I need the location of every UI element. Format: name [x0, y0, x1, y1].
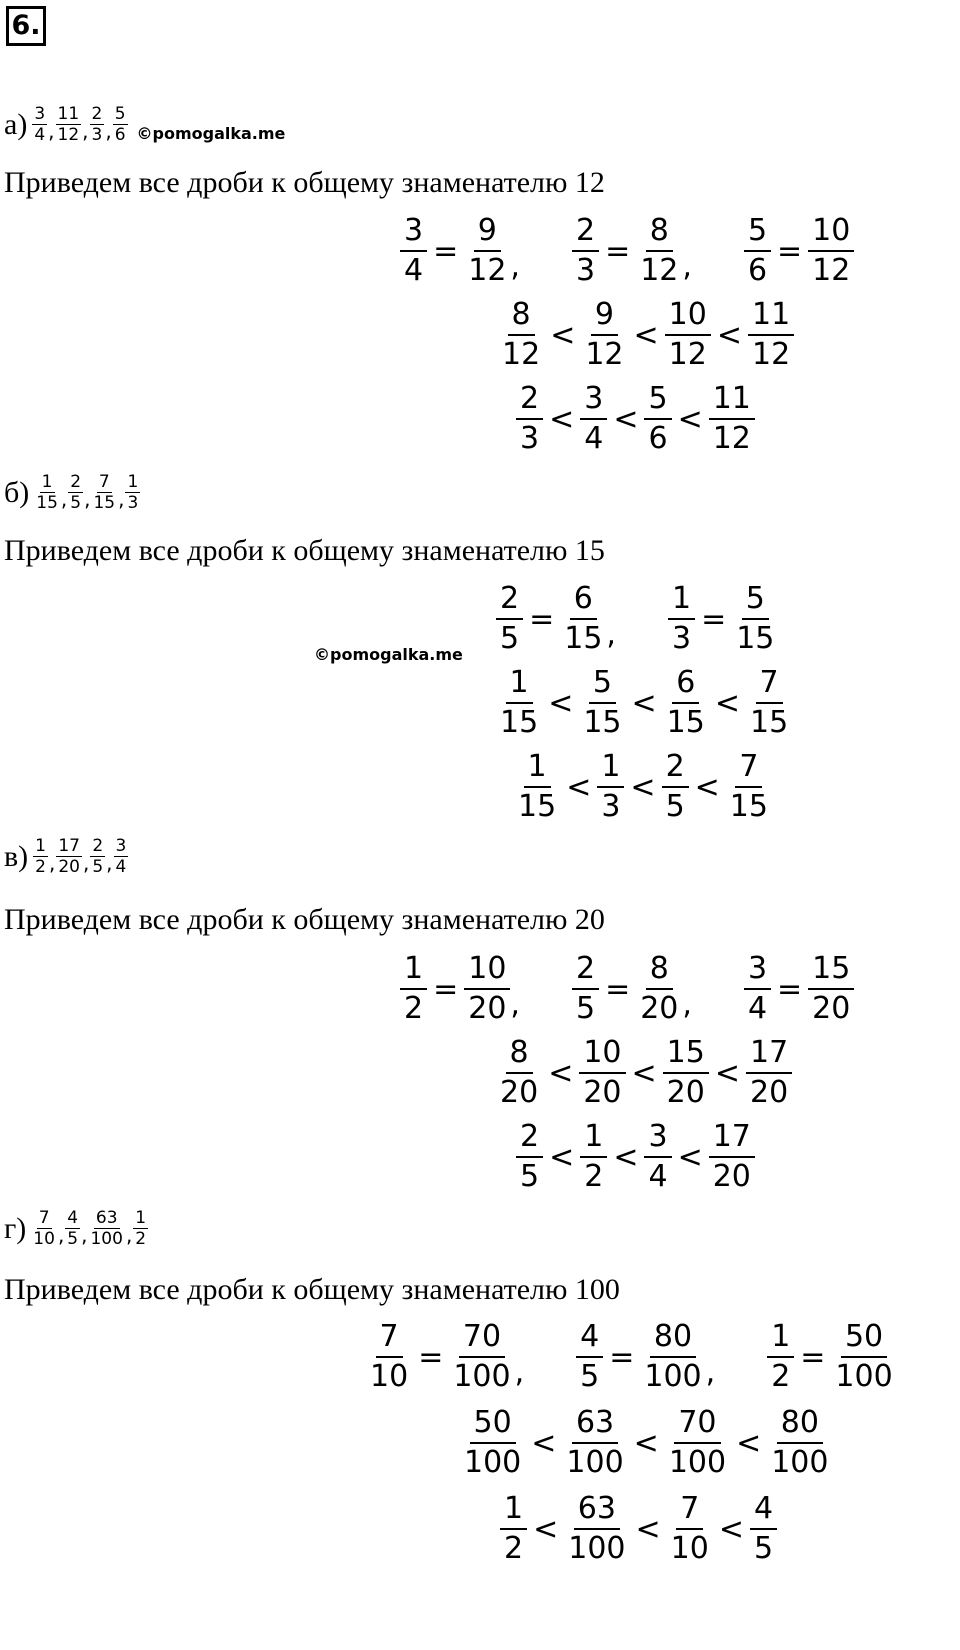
- denominator: 12: [502, 337, 541, 372]
- numerator: 10: [808, 212, 854, 252]
- denominator: 100: [668, 1445, 727, 1480]
- fraction: [636, 950, 682, 1028]
- numerator: 63: [574, 1490, 620, 1530]
- fraction: [644, 1118, 671, 1196]
- part-d-header: [4, 1208, 149, 1249]
- part-a-compare-common: [498, 296, 794, 374]
- fraction: [597, 748, 624, 826]
- comma: ,: [48, 851, 56, 875]
- denominator: 3: [91, 125, 103, 145]
- less-than-sign: <: [694, 769, 720, 805]
- comma: ,: [606, 617, 616, 652]
- fraction: [750, 1490, 777, 1568]
- denominator: 100: [566, 1445, 624, 1480]
- denominator: 3: [671, 621, 692, 656]
- fraction: [572, 950, 599, 1028]
- less-than-sign: <: [631, 685, 657, 721]
- fraction: [767, 1404, 832, 1482]
- numerator: 3: [34, 104, 46, 124]
- numerator: 7: [735, 748, 762, 788]
- part-c-letter: в): [4, 839, 29, 873]
- less-than-sign: <: [677, 1139, 703, 1175]
- denominator: 15: [564, 621, 603, 656]
- denominator: 12: [585, 337, 624, 372]
- numerator: 50: [470, 1404, 516, 1444]
- fraction: [496, 664, 542, 742]
- numerator: 5: [742, 580, 769, 620]
- fraction: [667, 1490, 713, 1568]
- numerator: 6: [672, 664, 699, 704]
- numerator: 63: [95, 1208, 118, 1228]
- denominator: 3: [575, 253, 596, 288]
- part-c-compare-original: [516, 1118, 755, 1196]
- denominator: 12: [668, 337, 707, 372]
- denominator: 100: [835, 1359, 893, 1394]
- comma: ,: [57, 1223, 65, 1247]
- denominator: 100: [90, 1229, 123, 1249]
- comma: ,: [48, 119, 55, 143]
- denominator: 20: [749, 1075, 789, 1110]
- fraction: [576, 1318, 603, 1396]
- denominator: 15: [583, 705, 622, 740]
- fraction: [366, 1318, 412, 1396]
- numerator: 1: [35, 836, 46, 856]
- denominator: 100: [464, 1445, 522, 1480]
- fraction: [514, 748, 560, 826]
- fraction: [744, 950, 771, 1028]
- denominator: 20: [468, 991, 507, 1026]
- numerator: 2: [92, 836, 104, 856]
- part-a-given: [31, 104, 128, 145]
- fraction: [767, 1318, 794, 1396]
- part-c-given: [32, 836, 129, 877]
- denominator: 15: [500, 705, 539, 740]
- comma: ,: [60, 487, 68, 511]
- fraction: [125, 472, 140, 513]
- denominator: 6: [747, 253, 768, 288]
- denominator: 4: [648, 1159, 668, 1194]
- fraction: [91, 472, 117, 513]
- numerator: 11: [709, 380, 755, 420]
- fraction: [808, 950, 854, 1028]
- part-a-letter: а): [4, 107, 28, 141]
- denominator: 100: [771, 1445, 829, 1480]
- equals-sign: =: [777, 971, 803, 1007]
- denominator: 5: [580, 1359, 600, 1394]
- fraction: [644, 380, 671, 458]
- comma: ,: [81, 1223, 88, 1247]
- denominator: 6: [114, 125, 126, 145]
- comma: ,: [106, 851, 113, 875]
- fraction: [580, 1118, 607, 1196]
- denominator: 15: [736, 621, 775, 656]
- part-a-compare-original: [516, 380, 755, 458]
- fraction: [500, 1490, 527, 1568]
- numerator: 10: [579, 1034, 625, 1074]
- less-than-sign: <: [716, 317, 742, 353]
- fraction: [746, 1034, 792, 1112]
- part-c-header: [4, 836, 129, 877]
- fraction: [640, 1318, 705, 1396]
- equals-sign: =: [605, 233, 631, 269]
- denominator: 2: [504, 1531, 524, 1566]
- denominator: 4: [115, 857, 127, 877]
- equals-sign: =: [777, 233, 803, 269]
- comma: ,: [682, 987, 692, 1022]
- part-c-intro: Приведем все дроби к общему знаменателю 20: [4, 903, 605, 936]
- denominator: 4: [34, 125, 46, 145]
- comma: ,: [510, 987, 520, 1022]
- denominator: 2: [404, 991, 424, 1026]
- part-b-conversions: [496, 580, 778, 658]
- denominator: 12: [712, 421, 751, 456]
- less-than-sign: <: [531, 1425, 557, 1461]
- denominator: 5: [67, 1229, 79, 1249]
- comma: ,: [125, 1223, 133, 1247]
- denominator: 4: [584, 421, 604, 456]
- watermark: ©pomogalka.me: [314, 645, 463, 664]
- numerator: 17: [58, 836, 80, 856]
- part-b-given: [33, 472, 141, 513]
- fraction: [32, 104, 47, 145]
- fraction: [56, 104, 82, 145]
- denominator: 4: [747, 991, 768, 1026]
- denominator: 20: [583, 1075, 622, 1110]
- less-than-sign: <: [635, 1511, 661, 1547]
- fraction: [56, 836, 82, 877]
- part-b-compare-original: [514, 748, 772, 826]
- fraction: [400, 212, 427, 290]
- numerator: 80: [777, 1404, 823, 1444]
- numerator: 10: [665, 296, 711, 336]
- denominator: 10: [670, 1531, 709, 1566]
- denominator: 12: [751, 337, 791, 372]
- denominator: 3: [601, 789, 621, 824]
- problem-number: 6.: [6, 6, 46, 46]
- fraction: [579, 664, 625, 742]
- part-d-intro: Приведем все дроби к общему знаменателю 100: [4, 1273, 620, 1306]
- fraction: [581, 296, 627, 374]
- denominator: 20: [58, 857, 80, 877]
- fraction: [90, 104, 105, 145]
- part-d-compare-original: [500, 1490, 777, 1568]
- numerator: 8: [506, 1034, 533, 1074]
- part-b-compare-common: [496, 664, 792, 742]
- less-than-sign: <: [548, 685, 574, 721]
- numerator: 6: [570, 580, 597, 620]
- part-b-header: [4, 472, 141, 513]
- part-d-compare-common: [460, 1404, 832, 1482]
- comma: ,: [514, 1355, 525, 1390]
- denominator: 2: [771, 1359, 791, 1394]
- fraction: [400, 950, 427, 1028]
- less-than-sign: <: [549, 401, 575, 437]
- fraction: [665, 296, 711, 374]
- numerator: 1: [127, 472, 139, 492]
- equals-sign: =: [701, 601, 727, 637]
- watermark: ©pomogalka.me: [136, 124, 286, 143]
- fraction: [572, 212, 599, 290]
- fraction: [709, 380, 755, 458]
- equals-sign: =: [609, 1339, 635, 1375]
- numerator: 10: [464, 950, 510, 990]
- numerator: 2: [91, 104, 103, 124]
- comma: ,: [84, 487, 91, 511]
- numerator: 1: [767, 1318, 794, 1358]
- fraction: [748, 296, 794, 374]
- fraction: [663, 1034, 709, 1112]
- numerator: 4: [576, 1318, 603, 1358]
- numerator: 2: [572, 950, 599, 990]
- fraction: [88, 1208, 124, 1249]
- less-than-sign: <: [633, 1425, 659, 1461]
- fraction: [663, 664, 709, 742]
- numerator: 4: [750, 1490, 777, 1530]
- part-d-conversions: [366, 1318, 897, 1396]
- numerator: 63: [572, 1404, 618, 1444]
- numerator: 1: [400, 950, 427, 990]
- numerator: 1: [41, 472, 53, 492]
- numerator: 3: [644, 1118, 671, 1158]
- denominator: 12: [812, 253, 851, 288]
- fraction: [133, 1208, 148, 1249]
- equals-sign: =: [800, 1339, 826, 1375]
- fraction: [564, 1490, 629, 1568]
- numerator: 2: [662, 748, 689, 788]
- numerator: 50: [841, 1318, 887, 1358]
- part-a-conversions: [400, 212, 854, 290]
- denominator: 3: [520, 421, 540, 456]
- comma: ,: [705, 1355, 716, 1390]
- denominator: 5: [70, 493, 82, 513]
- fraction: [464, 950, 510, 1028]
- fraction: [808, 212, 854, 290]
- numerator: 8: [508, 296, 535, 336]
- fraction: [33, 836, 48, 877]
- numerator: 70: [459, 1318, 505, 1358]
- numerator: 3: [115, 836, 127, 856]
- numerator: 4: [67, 1208, 79, 1228]
- denominator: 10: [370, 1359, 409, 1394]
- denominator: 15: [518, 789, 557, 824]
- less-than-sign: <: [533, 1511, 559, 1547]
- fraction: [668, 580, 695, 658]
- numerator: 1: [500, 1490, 527, 1530]
- denominator: 15: [666, 705, 705, 740]
- fraction: [496, 580, 523, 658]
- fraction: [665, 1404, 730, 1482]
- fraction: [709, 1118, 755, 1196]
- comma: ,: [105, 119, 112, 143]
- numerator: 2: [572, 212, 599, 252]
- part-c-conversions: [400, 950, 854, 1028]
- fraction: [662, 748, 689, 826]
- fraction: [580, 380, 607, 458]
- fraction: [31, 1208, 57, 1249]
- numerator: 17: [709, 1118, 755, 1158]
- numerator: 7: [676, 1490, 703, 1530]
- fraction: [113, 104, 128, 145]
- denominator: 4: [404, 253, 424, 288]
- numerator: 2: [70, 472, 82, 492]
- numerator: 1: [506, 664, 533, 704]
- denominator: 15: [93, 493, 116, 513]
- numerator: 2: [496, 580, 523, 620]
- less-than-sign: <: [714, 1055, 740, 1091]
- denominator: 3: [127, 493, 139, 513]
- numerator: 80: [650, 1318, 696, 1358]
- numerator: 9: [474, 212, 501, 252]
- comma: ,: [682, 249, 692, 284]
- comma: ,: [118, 487, 125, 511]
- less-than-sign: <: [714, 685, 740, 721]
- numerator: 7: [756, 664, 783, 704]
- numerator: 5: [744, 212, 771, 252]
- fraction: [114, 836, 129, 877]
- denominator: 2: [135, 1229, 147, 1249]
- fraction: [464, 212, 510, 290]
- numerator: 7: [98, 472, 110, 492]
- equals-sign: =: [433, 971, 459, 1007]
- denominator: 100: [453, 1359, 511, 1394]
- part-d-given: [30, 1208, 149, 1249]
- numerator: 15: [663, 1034, 709, 1074]
- numerator: 7: [38, 1208, 50, 1228]
- fraction: [516, 1118, 543, 1196]
- denominator: 5: [500, 621, 520, 656]
- part-c-compare-common: [496, 1034, 792, 1112]
- fraction: [34, 472, 60, 513]
- less-than-sign: <: [613, 401, 639, 437]
- fraction: [560, 580, 606, 658]
- fraction: [744, 212, 771, 290]
- fraction: [68, 472, 83, 513]
- part-b-intro: Приведем все дроби к общему знаменателю 15: [4, 534, 605, 567]
- equals-sign: =: [418, 1339, 444, 1375]
- numerator: 11: [748, 296, 794, 336]
- numerator: 70: [674, 1404, 720, 1444]
- numerator: 2: [516, 380, 543, 420]
- part-a-header: [4, 104, 285, 145]
- denominator: 5: [520, 1159, 540, 1194]
- denominator: 2: [584, 1159, 604, 1194]
- numerator: 1: [597, 748, 624, 788]
- numerator: 11: [57, 104, 80, 124]
- numerator: 3: [580, 380, 607, 420]
- denominator: 100: [568, 1531, 626, 1566]
- less-than-sign: <: [548, 1055, 574, 1091]
- fraction: [516, 380, 543, 458]
- part-b-letter: б): [4, 475, 30, 509]
- equals-sign: =: [605, 971, 631, 1007]
- numerator: 8: [646, 212, 673, 252]
- comma: ,: [82, 119, 89, 143]
- denominator: 15: [749, 705, 789, 740]
- numerator: 17: [746, 1034, 792, 1074]
- numerator: 2: [516, 1118, 543, 1158]
- denominator: 12: [57, 125, 80, 145]
- denominator: 5: [575, 991, 596, 1026]
- equals-sign: =: [529, 601, 555, 637]
- fraction: [562, 1404, 627, 1482]
- fraction: [90, 836, 105, 877]
- fraction: [732, 580, 778, 658]
- less-than-sign: <: [677, 401, 703, 437]
- denominator: 20: [812, 991, 851, 1026]
- less-than-sign: <: [631, 1055, 657, 1091]
- less-than-sign: <: [566, 769, 592, 805]
- fraction: [65, 1208, 80, 1249]
- fraction: [636, 212, 682, 290]
- denominator: 5: [92, 857, 104, 877]
- numerator: 15: [808, 950, 854, 990]
- fraction: [449, 1318, 514, 1396]
- numerator: 1: [135, 1208, 147, 1228]
- fraction: [496, 1034, 542, 1112]
- fraction: [746, 664, 792, 742]
- denominator: 20: [640, 991, 679, 1026]
- less-than-sign: <: [736, 1425, 762, 1461]
- numerator: 1: [524, 748, 551, 788]
- numerator: 1: [668, 580, 695, 620]
- denominator: 2: [35, 857, 46, 877]
- denominator: 20: [712, 1159, 751, 1194]
- denominator: 5: [665, 789, 685, 824]
- denominator: 6: [648, 421, 668, 456]
- numerator: 5: [644, 380, 671, 420]
- denominator: 20: [500, 1075, 539, 1110]
- part-a-intro: Приведем все дроби к общему знаменателю 12: [4, 166, 605, 199]
- numerator: 3: [744, 950, 771, 990]
- numerator: 7: [376, 1318, 403, 1358]
- less-than-sign: <: [633, 317, 659, 353]
- denominator: 15: [729, 789, 768, 824]
- numerator: 8: [646, 950, 673, 990]
- denominator: 12: [468, 253, 507, 288]
- less-than-sign: <: [630, 769, 656, 805]
- equals-sign: =: [433, 233, 459, 269]
- denominator: 5: [753, 1531, 774, 1566]
- denominator: 10: [33, 1229, 55, 1249]
- denominator: 12: [640, 253, 679, 288]
- numerator: 9: [591, 296, 618, 336]
- numerator: 5: [114, 104, 126, 124]
- numerator: 3: [400, 212, 427, 252]
- fraction: [579, 1034, 625, 1112]
- fraction: [831, 1318, 896, 1396]
- less-than-sign: <: [718, 1511, 744, 1547]
- numerator: 5: [589, 664, 616, 704]
- less-than-sign: <: [613, 1139, 639, 1175]
- comma: ,: [82, 851, 90, 875]
- less-than-sign: <: [550, 317, 576, 353]
- less-than-sign: <: [549, 1139, 575, 1175]
- fraction: [498, 296, 544, 374]
- denominator: 100: [644, 1359, 702, 1394]
- fraction: [726, 748, 772, 826]
- denominator: 15: [36, 493, 58, 513]
- numerator: 1: [580, 1118, 607, 1158]
- denominator: 20: [666, 1075, 705, 1110]
- fraction: [460, 1404, 525, 1482]
- part-d-letter: г): [4, 1211, 27, 1245]
- comma: ,: [510, 249, 520, 284]
